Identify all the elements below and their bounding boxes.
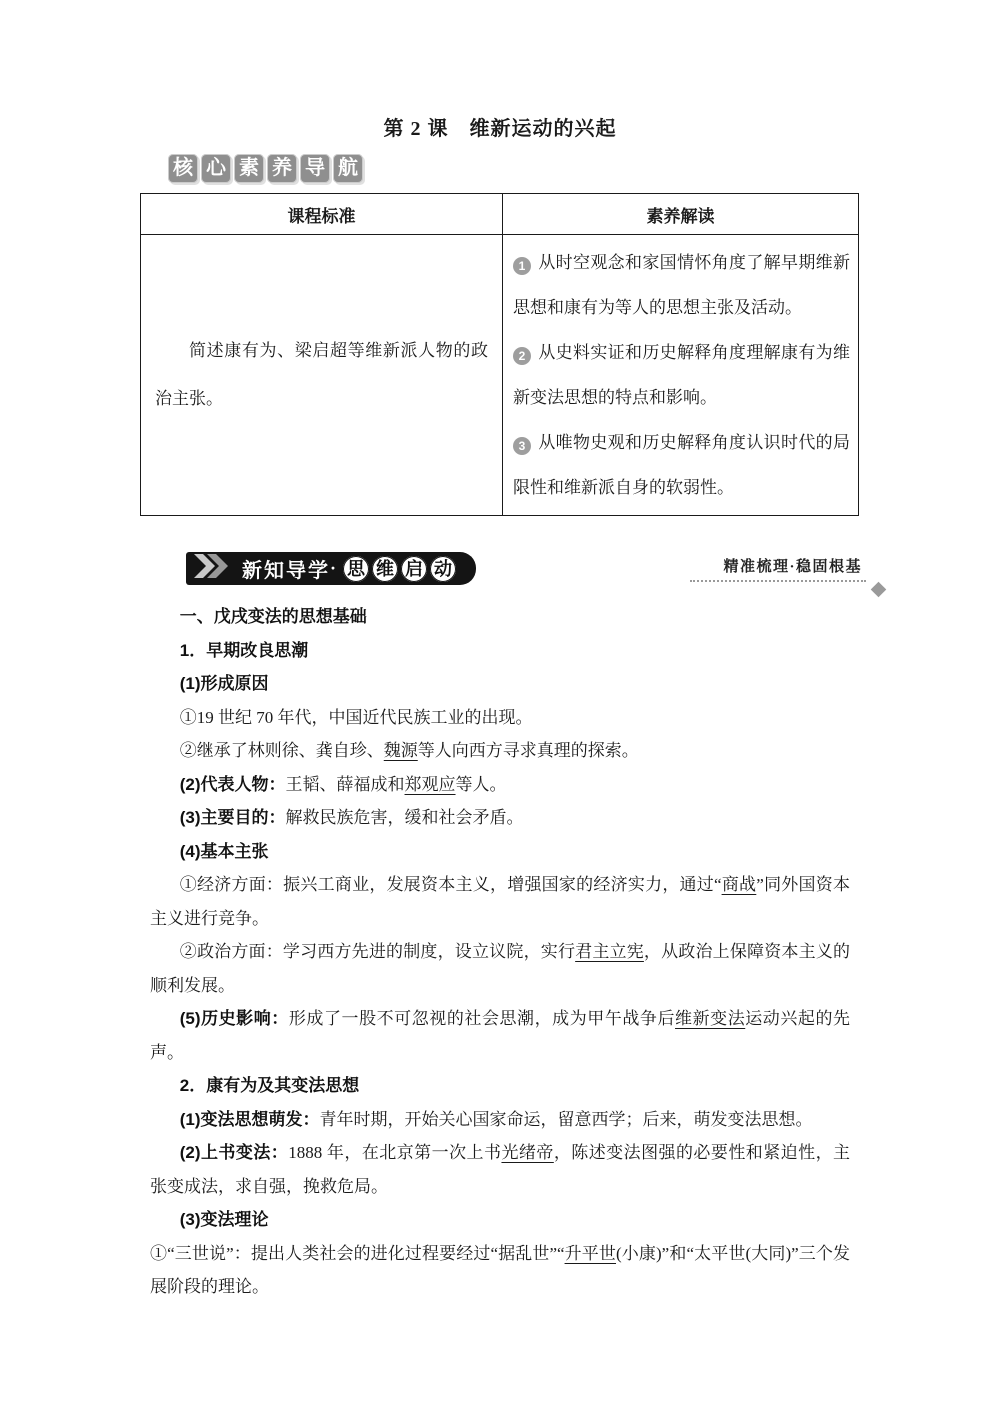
literacy-item [513, 330, 850, 420]
number-2-icon: 2 [513, 347, 531, 365]
text-segment: ，从政治上保障资本主义的顺利发展。 [150, 942, 851, 995]
table-header-row [141, 194, 859, 235]
badge-char: 素 [234, 154, 264, 183]
text-segment: (1)形成原因 [179, 674, 269, 693]
badge-char: 心 [201, 154, 231, 183]
text-segment: ②继承了林则徐、龚自珍、 [179, 741, 384, 760]
badge-char: 航 [333, 154, 363, 183]
text-segment: 解救民族危害，缓和社会矛盾。 [285, 808, 524, 827]
number-1-icon: 1 [513, 257, 531, 275]
text-segment: (1)变法思想萌发： [179, 1109, 320, 1129]
paragraph [150, 1136, 850, 1203]
banner-circle-char: 思 [343, 556, 369, 582]
text-segment: (3)主要目的： [179, 808, 286, 827]
literacy-item-text: 从唯物史观和历史解释角度认识时代的局限性和维新派自身的软弱性。 [513, 433, 850, 497]
banner-circle-char: 维 [372, 556, 398, 582]
text-segment: 运动兴起的先声。 [150, 1009, 851, 1062]
underlined-term: 郑观应 [404, 774, 456, 794]
text-segment: ，陈述变法图强的必要性和紧迫性，主张变成法，求自强，挽救危局。 [150, 1143, 851, 1196]
core-literacy-badge [168, 154, 1000, 186]
paragraph [150, 1069, 850, 1103]
paragraph [150, 868, 850, 935]
text-segment: 王韬、薛福成和 [285, 774, 405, 794]
underlined-term: 魏源 [383, 741, 418, 760]
paragraph [150, 701, 850, 735]
text-segment: ①经济方面：振兴工商业，发展资本主义，增强国家的经济实力，通过“ [179, 875, 722, 894]
double-chevron-right-icon [194, 554, 232, 583]
text-segment: (5)历史影响： [179, 1009, 289, 1028]
paragraph [150, 1002, 850, 1069]
dotted-divider [690, 580, 866, 582]
banner-separator: · [330, 558, 337, 578]
underlined-term: 商战 [721, 875, 757, 894]
number-3-icon: 3 [513, 437, 531, 455]
underlined-term: 升平世 [564, 1243, 617, 1263]
text-segment: (4)基本主张 [179, 841, 269, 861]
badge-char: 养 [267, 154, 297, 183]
text-segment: ①19 世纪 70 年代，中国近代民族工业的出现。 [179, 707, 533, 727]
section-banner [150, 552, 862, 585]
literacy-item-text: 从史料实证和历史解释角度理解康有为维新变法思想的特点和影响。 [513, 343, 850, 407]
text-segment: 等人。 [455, 774, 507, 794]
paragraph [150, 1203, 850, 1237]
underlined-term: 君主立宪 [575, 942, 644, 961]
banner-circle-char: 启 [401, 556, 427, 582]
paragraph [150, 835, 850, 869]
table-header-literacy: 素养解读 [503, 194, 859, 235]
text-segment: 等人向西方寻求真理的探索。 [417, 741, 639, 760]
paragraph [150, 734, 850, 768]
banner-circle-char: 动 [430, 556, 456, 582]
text-segment: 形成了一股不可忽视的社会思潮，成为甲午战争后 [288, 1009, 676, 1028]
page-title: 第 2 课 维新运动的兴起 [383, 118, 617, 140]
text-segment: 青年时期，开始关心国家命运，留意西学；后来，萌发变法思想。 [319, 1109, 813, 1129]
paragraph [150, 600, 850, 634]
literacy-item [513, 240, 850, 330]
body-content [150, 600, 850, 1304]
text-segment: ①“三世说”：提出人类社会的进化过程要经过“据乱世”“ [150, 1243, 565, 1263]
text-segment: (2)上书变法： [179, 1143, 289, 1162]
banner-title: 新知导学 [242, 560, 330, 582]
table-body-row [141, 235, 859, 516]
paragraph [150, 634, 850, 668]
text-segment: 1．早期改良思潮 [179, 640, 309, 660]
badge-char: 导 [300, 154, 330, 183]
paragraph [150, 935, 850, 1002]
text-segment: 一、戊戌变法的思想基础 [179, 607, 367, 626]
text-segment: 1888 年，在北京第一次上书 [288, 1143, 502, 1162]
text-segment: (小康)”和“太平世(大同)”三个发展阶段的理论。 [150, 1243, 850, 1296]
underlined-term: 光绪帝 [501, 1143, 554, 1162]
banner-slogan: 精准梳理·稳固根基 [723, 559, 862, 575]
text-segment: ”同外国资本主义进行竞争。 [150, 875, 851, 928]
badge-char: 核 [168, 154, 198, 183]
standard-cell: 简述康有为、梁启超等维新派人物的政治主张。 [141, 235, 503, 516]
paragraph [150, 1237, 850, 1304]
literacy-item [513, 420, 850, 510]
banner-bar [186, 552, 476, 585]
paragraph [150, 1103, 850, 1137]
paragraph [150, 801, 850, 835]
literacy-cell [503, 235, 859, 516]
literacy-item-text: 从时空观念和家国情怀角度了解早期维新思想和康有为等人的思想主张及活动。 [513, 253, 850, 317]
text-segment: 2．康有为及其变法思想 [179, 1076, 360, 1095]
text-segment: (3)变法理论 [179, 1210, 269, 1229]
text-segment: ②政治方面：学习西方先进的制度，设立议院，实行 [179, 942, 576, 961]
paragraph [150, 667, 850, 701]
curriculum-table [140, 193, 859, 516]
diamond-icon [871, 582, 887, 598]
table-header-standard: 课程标准 [141, 194, 503, 235]
underlined-term: 维新变法 [675, 1009, 746, 1028]
text-segment: (2)代表人物： [179, 774, 286, 794]
paragraph [150, 768, 850, 802]
